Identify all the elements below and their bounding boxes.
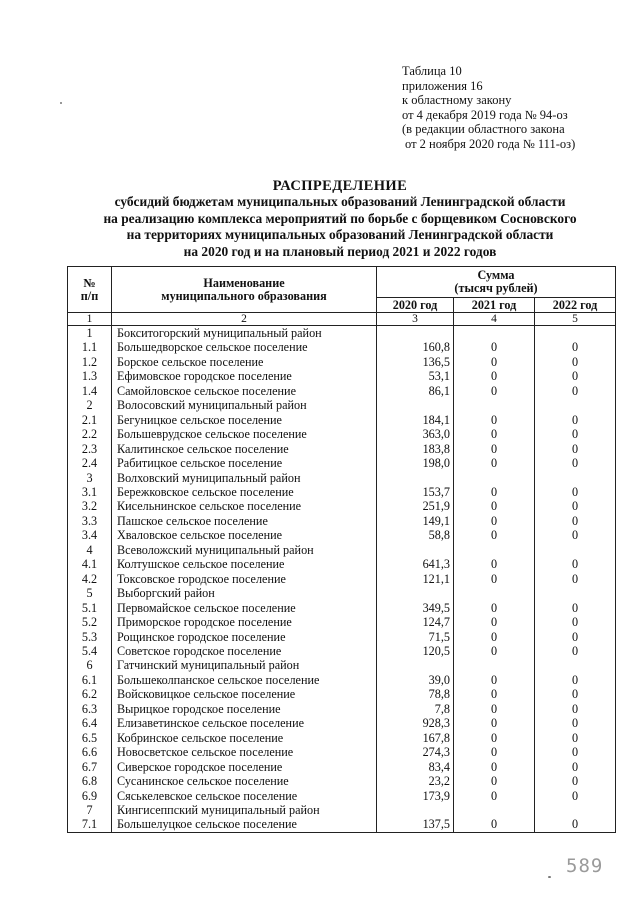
district-row bbox=[68, 398, 616, 412]
header-line: от 4 декабря 2019 года № 94-оз bbox=[402, 107, 568, 122]
amount-2022 bbox=[535, 471, 616, 485]
header-number-label: № п/п bbox=[80, 275, 99, 303]
municipality-name: Хваловское сельское поселение bbox=[112, 528, 377, 542]
municipality-name: Большелуцкое сельское поселение bbox=[112, 817, 377, 832]
row-number: 1.4 bbox=[68, 384, 112, 398]
amount-2020: 251,9 bbox=[377, 499, 454, 513]
amount-2021: 0 bbox=[454, 716, 535, 730]
row-number: 6 bbox=[68, 658, 112, 672]
amount-2020: 928,3 bbox=[377, 716, 454, 730]
row-number: 3.4 bbox=[68, 528, 112, 542]
row-number: 1.2 bbox=[68, 355, 112, 369]
amount-2020: 153,7 bbox=[377, 485, 454, 499]
district-row bbox=[68, 471, 616, 485]
amount-2022: 0 bbox=[535, 427, 616, 441]
amount-2021: 0 bbox=[454, 355, 535, 369]
amount-2022: 0 bbox=[535, 817, 616, 832]
municipality-name: Елизаветинское сельское поселение bbox=[112, 716, 377, 730]
amount-2020: 120,5 bbox=[377, 644, 454, 658]
row-number: 1.1 bbox=[68, 340, 112, 354]
municipality-name: Борское сельское поселение bbox=[112, 355, 377, 369]
row-number: 2.4 bbox=[68, 456, 112, 470]
amount-2021: 0 bbox=[454, 384, 535, 398]
amount-2022 bbox=[535, 658, 616, 672]
amount-2022 bbox=[535, 586, 616, 600]
row-number: 3.2 bbox=[68, 499, 112, 513]
amount-2022: 0 bbox=[535, 369, 616, 383]
settlement-row bbox=[68, 745, 616, 759]
settlement-row bbox=[68, 601, 616, 615]
district-row bbox=[68, 803, 616, 817]
amount-2020: 71,5 bbox=[377, 630, 454, 644]
amount-2022: 0 bbox=[535, 528, 616, 542]
municipality-name: Рабитицкое сельское поселение bbox=[112, 456, 377, 470]
settlement-row bbox=[68, 557, 616, 571]
amount-2020: 198,0 bbox=[377, 456, 454, 470]
settlement-row bbox=[68, 514, 616, 528]
amount-2020: 349,5 bbox=[377, 601, 454, 615]
amount-2021: 0 bbox=[454, 456, 535, 470]
row-number: 5.4 bbox=[68, 644, 112, 658]
settlement-row bbox=[68, 384, 616, 398]
amount-2020 bbox=[377, 803, 454, 817]
amount-2020: 7,8 bbox=[377, 702, 454, 716]
settlement-row bbox=[68, 615, 616, 629]
amount-2022: 0 bbox=[535, 442, 616, 456]
row-number: 6.9 bbox=[68, 789, 112, 803]
amount-2020: 124,7 bbox=[377, 615, 454, 629]
row-number: 5.2 bbox=[68, 615, 112, 629]
header-line: от 2 ноября 2020 года № 111-оз) bbox=[405, 136, 576, 151]
settlement-row bbox=[68, 427, 616, 441]
amount-2022: 0 bbox=[535, 615, 616, 629]
title-line: на территориях муниципальных образований Ленинградской области bbox=[126, 227, 554, 243]
settlement-row bbox=[68, 702, 616, 716]
header-name-label: Наименование муниципального образования bbox=[161, 275, 327, 303]
amount-2021 bbox=[454, 398, 535, 412]
municipality-name: Сусанинское сельское поселение bbox=[112, 774, 377, 788]
amount-2021: 0 bbox=[454, 557, 535, 571]
amount-2020: 137,5 bbox=[377, 817, 454, 832]
district-row bbox=[68, 326, 616, 341]
amount-2021: 0 bbox=[454, 572, 535, 586]
amount-2022: 0 bbox=[535, 760, 616, 774]
municipality-name: Бережковское сельское поселение bbox=[112, 485, 377, 499]
col-header-2020: 2020 год bbox=[377, 298, 454, 313]
header-line: Таблица 10 bbox=[402, 64, 462, 78]
amount-2021: 0 bbox=[454, 731, 535, 745]
amount-2021: 0 bbox=[454, 760, 535, 774]
settlement-row bbox=[68, 760, 616, 774]
row-number: 6.8 bbox=[68, 774, 112, 788]
title-line: на 2020 год и на плановый период 2021 и 2022 годов bbox=[183, 243, 497, 259]
row-number: 5.3 bbox=[68, 630, 112, 644]
amount-2021: 0 bbox=[454, 528, 535, 542]
amount-2021 bbox=[454, 586, 535, 600]
col-index: 1 bbox=[68, 313, 112, 326]
amount-2020: 78,8 bbox=[377, 687, 454, 701]
settlement-row bbox=[68, 789, 616, 803]
amount-2020: 167,8 bbox=[377, 731, 454, 745]
row-number: 3 bbox=[68, 471, 112, 485]
municipality-name: Кингисеппский муниципальный район bbox=[112, 803, 377, 817]
district-row bbox=[68, 658, 616, 672]
amount-2020 bbox=[377, 471, 454, 485]
amount-2021: 0 bbox=[454, 442, 535, 456]
municipality-name: Ефимовское городское поселение bbox=[112, 369, 377, 383]
distribution-table bbox=[67, 266, 616, 833]
settlement-row bbox=[68, 369, 616, 383]
amount-2021: 0 bbox=[454, 644, 535, 658]
settlement-row bbox=[68, 413, 616, 427]
row-number: 6.7 bbox=[68, 760, 112, 774]
amount-2020: 121,1 bbox=[377, 572, 454, 586]
municipality-name: Большедворское сельское поселение bbox=[112, 340, 377, 354]
law-reference-header bbox=[402, 64, 575, 152]
amount-2020 bbox=[377, 586, 454, 600]
amount-2020: 136,5 bbox=[377, 355, 454, 369]
title-line: субсидий бюджетам муниципальных образований Ленинградской области bbox=[114, 194, 566, 210]
col-header-number bbox=[68, 267, 112, 313]
settlement-row bbox=[68, 630, 616, 644]
header-line: приложения 16 bbox=[402, 78, 483, 93]
amount-2022: 0 bbox=[535, 456, 616, 470]
amount-2022: 0 bbox=[535, 630, 616, 644]
amount-2021: 0 bbox=[454, 687, 535, 701]
amount-2020: 363,0 bbox=[377, 427, 454, 441]
amount-2022: 0 bbox=[535, 716, 616, 730]
amount-2020: 86,1 bbox=[377, 384, 454, 398]
amount-2020: 83,4 bbox=[377, 760, 454, 774]
settlement-row bbox=[68, 716, 616, 730]
amount-2021: 0 bbox=[454, 413, 535, 427]
amount-2022: 0 bbox=[535, 340, 616, 354]
amount-2021: 0 bbox=[454, 601, 535, 615]
municipality-name: Вырицкое городское поселение bbox=[112, 702, 377, 716]
municipality-name: Большеврудское сельское поселение bbox=[112, 427, 377, 441]
row-number: 6.3 bbox=[68, 702, 112, 716]
municipality-name: Токсовское городское поселение bbox=[112, 572, 377, 586]
amount-2022: 0 bbox=[535, 745, 616, 759]
municipality-name: Первомайское сельское поселение bbox=[112, 601, 377, 615]
settlement-row bbox=[68, 499, 616, 513]
municipality-name: Новосветское сельское поселение bbox=[112, 745, 377, 759]
amount-2022: 0 bbox=[535, 774, 616, 788]
amount-2021 bbox=[454, 543, 535, 557]
amount-2021: 0 bbox=[454, 817, 535, 832]
header-line: (в редакции областного закона bbox=[402, 122, 565, 137]
row-number: 6.6 bbox=[68, 745, 112, 759]
col-header-sum bbox=[377, 267, 616, 298]
municipality-name: Бокситогорский муниципальный район bbox=[112, 326, 377, 341]
amount-2021: 0 bbox=[454, 369, 535, 383]
row-number: 2.2 bbox=[68, 427, 112, 441]
title-main: РАСПРЕДЕЛЕНИЕ bbox=[272, 178, 408, 194]
municipality-name: Сиверское городское поселение bbox=[112, 760, 377, 774]
amount-2022: 0 bbox=[535, 413, 616, 427]
settlement-row bbox=[68, 355, 616, 369]
amount-2020: 58,8 bbox=[377, 528, 454, 542]
amount-2020: 274,3 bbox=[377, 745, 454, 759]
municipality-name: Самойловское сельское поселение bbox=[112, 384, 377, 398]
col-header-2021: 2021 год bbox=[454, 298, 535, 313]
amount-2021: 0 bbox=[454, 745, 535, 759]
amount-2020: 149,1 bbox=[377, 514, 454, 528]
settlement-row bbox=[68, 731, 616, 745]
amount-2021: 0 bbox=[454, 789, 535, 803]
row-number: 3.1 bbox=[68, 485, 112, 499]
col-index: 3 bbox=[377, 313, 454, 326]
amount-2020 bbox=[377, 326, 454, 341]
amount-2021: 0 bbox=[454, 702, 535, 716]
row-number: 2 bbox=[68, 398, 112, 412]
amount-2022: 0 bbox=[535, 384, 616, 398]
municipality-name: Волховский муниципальный район bbox=[112, 471, 377, 485]
page-number-stamp: 589 bbox=[566, 855, 604, 877]
amount-2022: 0 bbox=[535, 601, 616, 615]
row-number: 7 bbox=[68, 803, 112, 817]
settlement-row bbox=[68, 644, 616, 658]
amount-2022: 0 bbox=[535, 687, 616, 701]
amount-2022: 0 bbox=[535, 499, 616, 513]
municipality-name: Кисельнинское сельское поселение bbox=[112, 499, 377, 513]
row-number: 6.1 bbox=[68, 673, 112, 687]
settlement-row bbox=[68, 456, 616, 470]
amount-2022 bbox=[535, 326, 616, 341]
row-number: 6.5 bbox=[68, 731, 112, 745]
settlement-row bbox=[68, 673, 616, 687]
scan-speck bbox=[548, 876, 551, 878]
amount-2021: 0 bbox=[454, 774, 535, 788]
row-number: 7.1 bbox=[68, 817, 112, 832]
municipality-name: Пашское сельское поселение bbox=[112, 514, 377, 528]
row-number: 4 bbox=[68, 543, 112, 557]
col-header-name bbox=[112, 267, 377, 313]
settlement-row bbox=[68, 774, 616, 788]
row-number: 2.3 bbox=[68, 442, 112, 456]
settlement-row bbox=[68, 442, 616, 456]
amount-2021 bbox=[454, 326, 535, 341]
settlement-row bbox=[68, 528, 616, 542]
amount-2021 bbox=[454, 803, 535, 817]
amount-2022 bbox=[535, 803, 616, 817]
municipality-name: Волосовский муниципальный район bbox=[112, 398, 377, 412]
row-number: 5 bbox=[68, 586, 112, 600]
municipality-name: Кобринское сельское поселение bbox=[112, 731, 377, 745]
municipality-name: Войсковицкое сельское поселение bbox=[112, 687, 377, 701]
row-number: 4.2 bbox=[68, 572, 112, 586]
municipality-name: Советское городское поселение bbox=[112, 644, 377, 658]
amount-2020: 23,2 bbox=[377, 774, 454, 788]
amount-2021: 0 bbox=[454, 499, 535, 513]
row-number: 3.3 bbox=[68, 514, 112, 528]
amount-2021: 0 bbox=[454, 427, 535, 441]
row-number: 6.2 bbox=[68, 687, 112, 701]
settlement-row bbox=[68, 687, 616, 701]
row-number: 4.1 bbox=[68, 557, 112, 571]
amount-2020: 173,9 bbox=[377, 789, 454, 803]
amount-2022: 0 bbox=[535, 673, 616, 687]
amount-2022 bbox=[535, 398, 616, 412]
settlement-row bbox=[68, 572, 616, 586]
municipality-name: Всеволожский муниципальный район bbox=[112, 543, 377, 557]
amount-2020: 184,1 bbox=[377, 413, 454, 427]
district-row bbox=[68, 586, 616, 600]
col-index: 5 bbox=[535, 313, 616, 326]
amount-2022 bbox=[535, 543, 616, 557]
amount-2020: 160,8 bbox=[377, 340, 454, 354]
header-sum-label: Сумма (тысяч рублей) bbox=[454, 268, 538, 295]
amount-2022: 0 bbox=[535, 557, 616, 571]
scan-speck bbox=[60, 102, 62, 104]
row-number: 1.3 bbox=[68, 369, 112, 383]
amount-2020 bbox=[377, 398, 454, 412]
settlement-row bbox=[68, 485, 616, 499]
amount-2021 bbox=[454, 658, 535, 672]
amount-2022: 0 bbox=[535, 644, 616, 658]
amount-2021: 0 bbox=[454, 630, 535, 644]
row-number: 1 bbox=[68, 326, 112, 341]
municipality-name: Бегуницкое сельское поселение bbox=[112, 413, 377, 427]
amount-2022: 0 bbox=[535, 485, 616, 499]
table-body bbox=[68, 326, 616, 833]
municipality-name: Большеколпанское сельское поселение bbox=[112, 673, 377, 687]
amount-2021: 0 bbox=[454, 673, 535, 687]
municipality-name: Выборгский район bbox=[112, 586, 377, 600]
col-index: 4 bbox=[454, 313, 535, 326]
municipality-name: Сяськелевское сельское поселение bbox=[112, 789, 377, 803]
amount-2021: 0 bbox=[454, 485, 535, 499]
document-title bbox=[60, 178, 620, 260]
amount-2020: 183,8 bbox=[377, 442, 454, 456]
col-index: 2 bbox=[112, 313, 377, 326]
amount-2020 bbox=[377, 543, 454, 557]
amount-2020: 39,0 bbox=[377, 673, 454, 687]
header-line: к областному закону bbox=[402, 93, 512, 108]
amount-2021: 0 bbox=[454, 340, 535, 354]
settlement-row bbox=[68, 817, 616, 832]
municipality-name: Рощинское городское поселение bbox=[112, 630, 377, 644]
amount-2022: 0 bbox=[535, 702, 616, 716]
amount-2021: 0 bbox=[454, 514, 535, 528]
municipality-name: Калитинское сельское поселение bbox=[112, 442, 377, 456]
amount-2022: 0 bbox=[535, 572, 616, 586]
amount-2021 bbox=[454, 471, 535, 485]
municipality-name: Колтушское сельское поселение bbox=[112, 557, 377, 571]
amount-2020: 641,3 bbox=[377, 557, 454, 571]
row-number: 2.1 bbox=[68, 413, 112, 427]
amount-2022: 0 bbox=[535, 514, 616, 528]
row-number: 5.1 bbox=[68, 601, 112, 615]
municipality-name: Приморское городское поселение bbox=[112, 615, 377, 629]
district-row bbox=[68, 543, 616, 557]
settlement-row bbox=[68, 340, 616, 354]
col-header-2022: 2022 год bbox=[535, 298, 616, 313]
municipality-name: Гатчинский муниципальный район bbox=[112, 658, 377, 672]
title-line: на реализацию комплекса мероприятий по борьбе с борщевиком Сосновского bbox=[103, 210, 577, 226]
amount-2021: 0 bbox=[454, 615, 535, 629]
amount-2020: 53,1 bbox=[377, 369, 454, 383]
amount-2022: 0 bbox=[535, 355, 616, 369]
amount-2022: 0 bbox=[535, 789, 616, 803]
amount-2020 bbox=[377, 658, 454, 672]
amount-2022: 0 bbox=[535, 731, 616, 745]
row-number: 6.4 bbox=[68, 716, 112, 730]
